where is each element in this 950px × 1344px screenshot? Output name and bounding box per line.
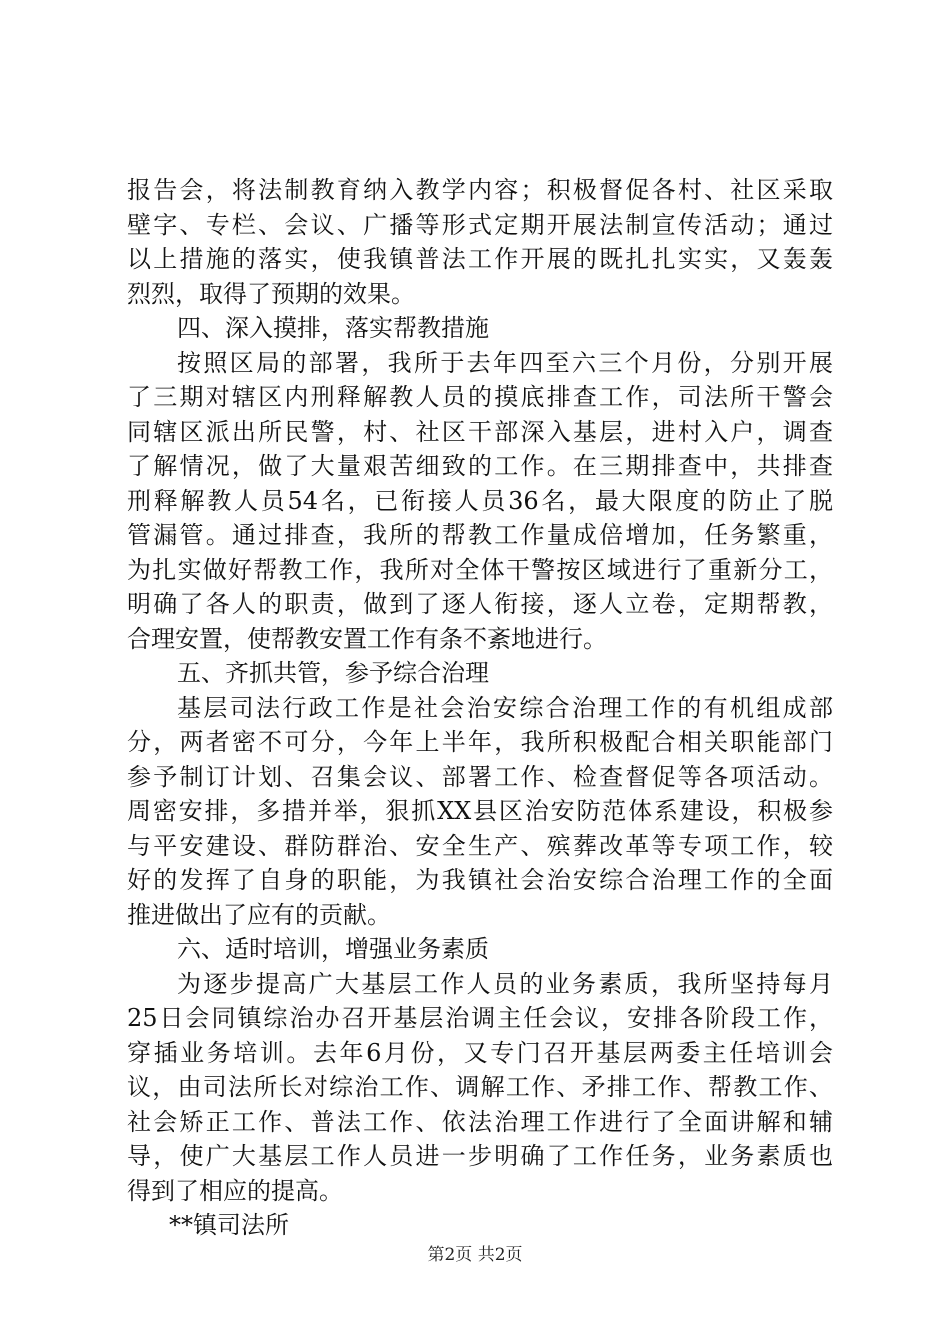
section-heading-5: 五、齐抓共管，参予综合治理: [177, 659, 489, 687]
paragraph-line: 周密安排，多措并举，狠抓XX县区治安防范体系建设，积极参: [127, 797, 833, 825]
signature-line: **镇司法所: [169, 1211, 289, 1239]
paragraph-line: 同辖区派出所民警，村、社区干部深入基层，进村入户，调查: [127, 417, 833, 446]
paragraph-line: 壁字、专栏、会议、广播等形式定期开展法制宣传活动；通过: [127, 210, 833, 239]
paragraph-line: 推进做出了应有的贡献。: [127, 900, 391, 929]
paragraph-line: 报告会，将法制教育纳入教学内容；积极督促各村、社区采取: [127, 176, 833, 204]
paragraph-line: 分，两者密不可分，今年上半年，我所积极配合相关职能部门: [127, 728, 833, 756]
paragraph-line: 为逐步提高广大基层工作人员的业务素质，我所坚持每月: [177, 969, 833, 998]
paragraph-line: 明确了各人的职责，做到了逐人衔接，逐人立卷，定期帮教，: [127, 590, 833, 618]
paragraph-line: 参予制订计划、召集会议、部署工作、检查督促等各项活动。: [127, 762, 833, 791]
paragraph-line: 了三期对辖区内刑释解教人员的摸底排查工作，司法所干警会: [127, 383, 833, 411]
paragraph-line: 烈烈，取得了预期的效果。: [127, 279, 415, 308]
document-body: [127, 173, 833, 1243]
paragraph-line: 好的发挥了自身的职能，为我镇社会治安综合治理工作的全面: [127, 866, 833, 894]
paragraph-line: 了解情况，做了大量艰苦细致的工作。在三期排查中，共排查: [127, 452, 833, 480]
paragraph-line: 导，使广大基层工作人员进一步明确了工作任务，业务素质也: [127, 1142, 833, 1170]
paragraph-line: 得到了相应的提高。: [127, 1176, 343, 1205]
paragraph-line: 刑释解教人员54名，已衔接人员36名，最大限度的防止了脱: [127, 486, 833, 515]
paragraph-line: 议，由司法所长对综治工作、调解工作、矛排工作、帮教工作、: [127, 1073, 833, 1101]
section-heading-4: 四、深入摸排，落实帮教措施: [177, 314, 489, 342]
paragraph-line: 穿插业务培训。去年6月份，又专门召开基层两委主任培训会: [127, 1038, 833, 1067]
section-heading-6: 六、适时培训，增强业务素质: [177, 935, 489, 963]
page-footer: 第2页 共2页: [427, 1245, 523, 1265]
paragraph-line: 按照区局的部署，我所于去年四至六三个月份，分别开展: [177, 348, 833, 377]
paragraph-line: 与平安建设、群防群治、安全生产、殡葬改革等专项工作，较: [127, 831, 833, 860]
paragraph-line: 管漏管。通过排查，我所的帮教工作量成倍增加，任务繁重，: [127, 521, 833, 549]
paragraph-line: 以上措施的落实，使我镇普法工作开展的既扎扎实实，又轰轰: [127, 245, 833, 273]
paragraph-line: 基层司法行政工作是社会治安综合治理工作的有机组成部: [177, 693, 833, 722]
paragraph-line: 25日会同镇综治办召开基层治调主任会议，安排各阶段工作，: [127, 1004, 833, 1032]
paragraph-line: 社会矫正工作、普法工作、依法治理工作进行了全面讲解和辅: [127, 1107, 833, 1136]
paragraph-line: 为扎实做好帮教工作，我所对全体干警按区域进行了重新分工，: [127, 555, 833, 584]
paragraph-line: 合理安置，使帮教安置工作有条不紊地进行。: [127, 624, 607, 653]
